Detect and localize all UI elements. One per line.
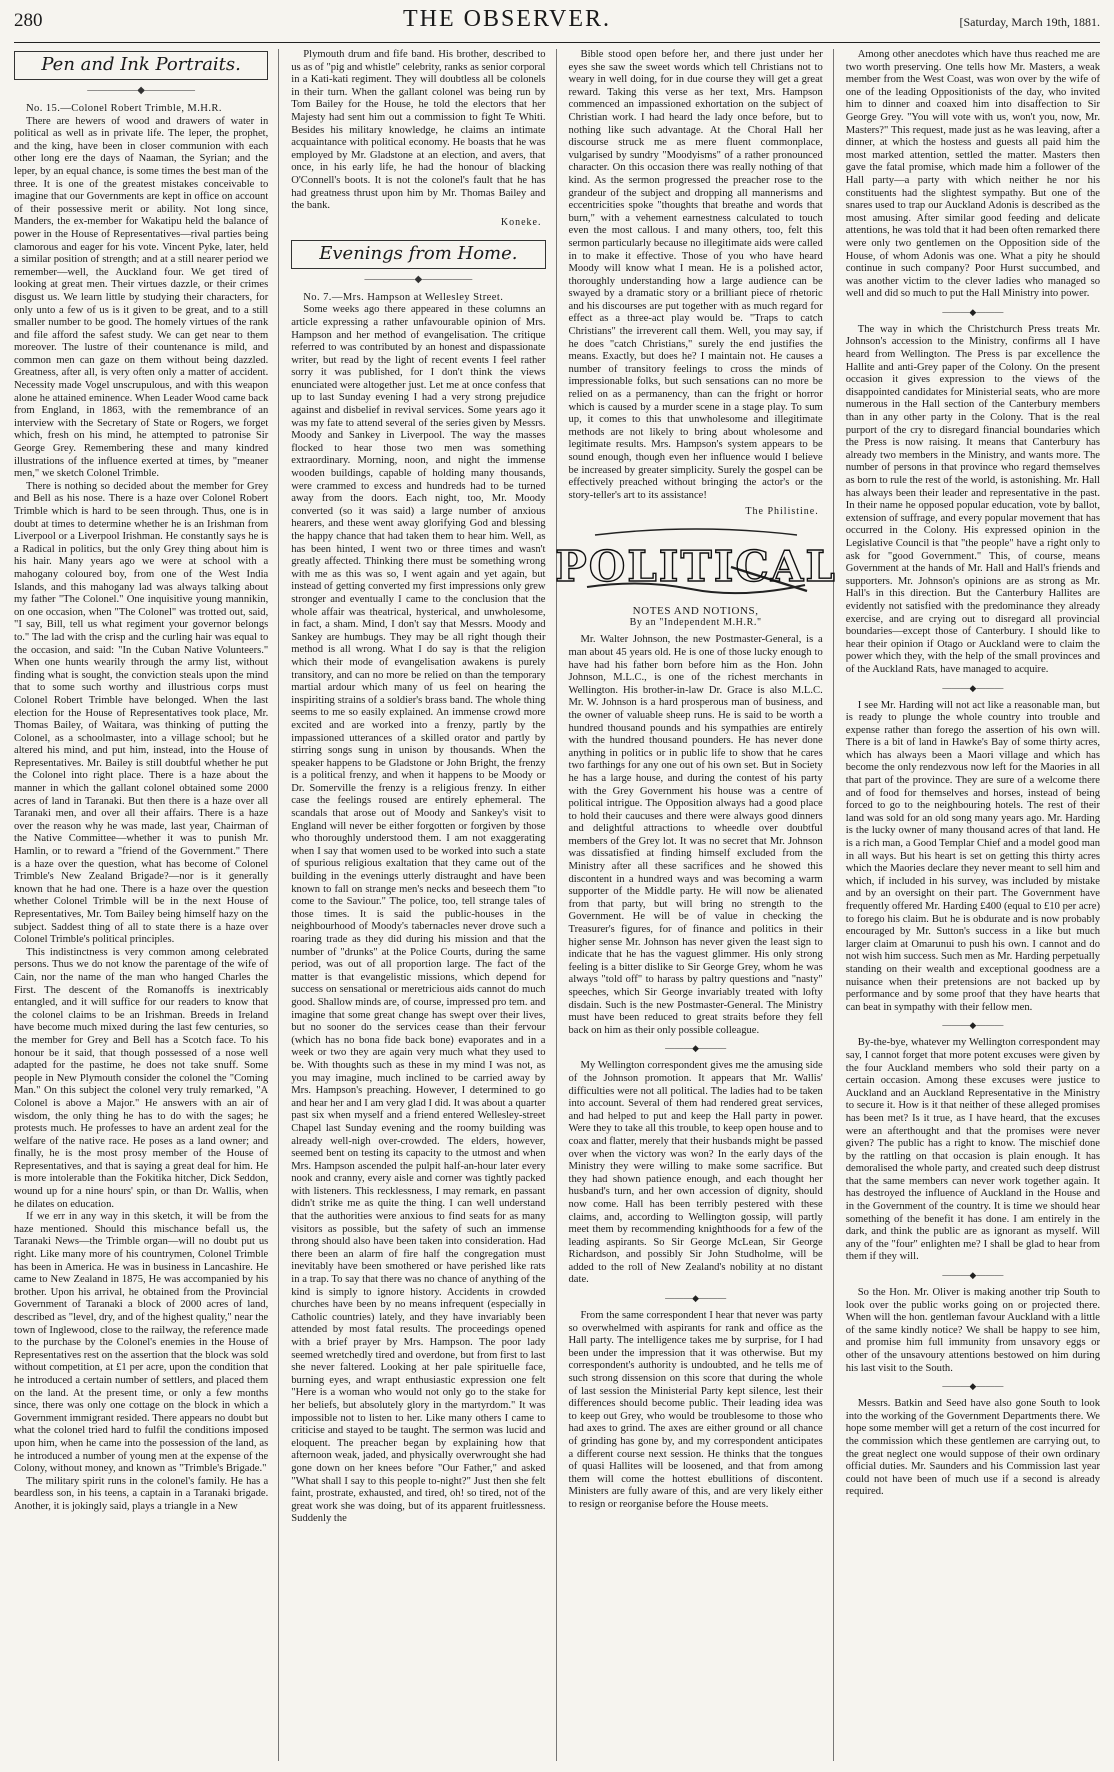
article-paragraph: There are hewers of wood and drawers of water in political as well as in private life. The leper, the prophet, and the king, have been in closer communion with each other long ere the days of Naaman, the Syrian; and the leper, by an equal chance, is some times the best man of the three. It is one of the greatest mistakes conceivable to imagine that our Governments are kept in office on account of their possessive merit or ability. Not long since, Manders, the ex-member for Wakatipu held the balance of power in the House of Representatives—rival parties being clamorous and eager for his vote. Vincent Pyke, later, held a similar position of strength; and at a still nearer period we remember—well, the Auckland four. We get tired of looking at great men. Their virtues dazzle, or their crimes disgust us. We learn little by studying their characters, for only unto a few of us is it given to be great, and to a still smaller number to be good. The homely virtues of the rank and file afford the safest study. We can get near to them moreover. The lustre of their countenance is mild, and common men can gaze on them without being dazzled. Greatness, after all, is very often only a matter of accident. Necessity made Vogel unscrupulous, and with this weapon alone he attained eminence. When Leader Wood came back from England, in 1863, with the remembrance of an interview with the Secretary of State or Rogers, we forget which, fresh on his mind, he attempted to patronise Sir George Grey. Remembering these and many kindred illustrations of the influence exerted at times, by "meaner men," we sketch Colonel Trimble. <box>14 115 269 480</box>
columns <box>14 49 1100 1761</box>
article-paragraph: The way in which the Christchurch Press treats Mr. Johnson's accession to the Ministry, confirms all I have heard from Wellington. The Press is par excellence the Hallite and anti-Grey paper of the Colony. On the present occasion it gives expression to the views of the disappointed candidates for Ministerial seats, who are more numerous in the Hall section of the Canterbury members than in any other party in the Colony. That is the real purport of the cry to disregard financial boundaries which the Press is now raising. It means that Canterbury has already two members in the Ministry, and wants more. The number of persons in that province who regard themselves as born to rule the rest of the world, is astonishing. Mr. Hall has always been their leader and representative in the past. In their name he opposed popular education, vote by ballot, extension of suffrage, and every popular movement that has occurred in the Colony. His expressed opinion in the Legislative Council is that "the people" have a right only to ask for "good Government." This, of course, means Government at the hands of Mr. Hall and Hall's friends and supporters. Mr. Johnson's opinions are as strong as Mr. Hall's in this direction. But the Canterbury Hallites are evidently not satisfied with the predominance they already exercise, and are crying out to disregard all provincial boundaries—except those of Canterbury. I should like to hear their opinion if Otago or Auckland were to claim the power which they, with the help of the small provinces and of the Auckland Rats, have managed to acquire. <box>845 323 1100 675</box>
article-paragraph: If we err in any way in this sketch, it will be from the haze mentioned. Should this mischance befall us, the Taranaki News—the Trimble organ—will no doubt put us right. Like many more of his countrymen, Colonel Trimble has been in America. He was in business in Lancashire. He came to New Zealand in 1875, He was accompanied by his brother. Upon his arrival, he obtained from the Provincial Government of Taranaki a block of 2000 acres of land, described as "level, dry, and of the highest quality," near the town of Inglewood, close to the railway, the reference made to the purchase by the Colonel's enemies in the House of Representatives rest on the assertion that the block was sold without competition, at £1 per acre, upon the condition that he introduced a certain number of settlers, and placed them on the land. At the present time, or only a few months since, there was only one cottage on the block in which a Government immigrant resided. There appears no doubt but what the colonel tried hard to fulfil the conditions imposed upon him, when he came into the possession of the land, as he introduced a number of young men at the expense of the Colony, without money, and known as "Trimble's Brigade." <box>14 1211 269 1475</box>
newspaper-title: THE OBSERVER. <box>402 6 612 32</box>
article-paragraph: Plymouth drum and fife band. His brother, described to us as of "pig and whistle" celebrity, ranks as senior corporal in a Kati-kati regiment. They will doubtless all be colonels in their turn. When the gallant colonel was being run by Tom Bailey for the House, he told the electors that her Majesty had sent him out a commission to fight Te Whiti. Besides his military knowledge, he claims an intimate acquaintance with political economy. He boasts that he was employed by Mr. Gladstone at an election, and avers, that once, in his early life, he had the honour of blacking O'Connell's boots. It is not the colonel's fault that he has had greatness thrust upon him by Mr. Thomas Bailey and the bank. <box>291 49 546 212</box>
article-paragraph: There is nothing so decided about the member for Grey and Bell as his nose. There is a haze over Colonel Robert Trimble which is hard to be seen through. Thus, one is in doubt at times to determine whether he is an Irishman from Liverpool or a Liverpool Irishman. He constantly says he is a Radical in politics, but the only Grey thing about him is his hair. Many years ago we were at school with a mahogany coloured boy, from one of the West India Islands, and this mahogany lad was always talking about my father "The Colonel." One inquisitive young mannikin, on one occasion, when "The Colonel" was trotted out, said, "I say, Bill, tell us what regiment your governor belongs to." The lad with the crisp and the curling hair was equal to the occasion, and said: "In the Cuban Native Volunteers." When one hunts wearily through the army list, without finding what is sought, the conviction steals upon the mind that to some such worthy and illustrious corps must Colonel Robert Trimble have belonged. When the last election for the House of Representatives took place, Mr. Thomas Bailey, of Waitara, was thinking of putting the Colonel, as a schoolmaster, into a village school; but he altered his mind, and put him, instead, into the House of Representatives. Mr. Bailey is still doubtful whether he put the Colonel into right place. There is a haze about the manner in which the gallant colonel obtained some 2000 acres of land in Taranaki. But then there is a haze over all Taranaki men, and over all their affairs. There is a haze over the reason why he was made, last year, Chairman of the Native Committee—whether it was to punish Mr. Hamlin, or to reward a "friend of the Government." There is a haze over the question, what has become of Colonel Trimble's New Zealand Brigade?—nor is it generally known that he had one. There is a haze over the question whether Colonel Trimble will be in the next House of Representatives, Mr. Tom Bailey being himself hazy on the subject. Saddest thing of all to state there is a haze over Colonel Trimble's political principles. <box>14 480 269 946</box>
article-paragraph: I see Mr. Harding will not act like a reasonable man, but is ready to plunge the whole country into trouble and expense rather than forego the assertion of his own will. There is a bit of land in Hawke's Bay of some thirty acres, which has always been a Maori village and which has become the only rendezvous now left for the Maories in all that part of the province. They are sure of a welcome there and of food for themselves and horses, instead of being forced to go to the neighbouring hotels. The rest of their land was sold for an old song many years ago. Mr. Harding is the lucky owner of many thousand acres of that land. He is a rich man, a Good Templar Chief and a model good man in all ways. But his heart is set on getting this thirty acres which the Maories declare they never meant to sell him and which, if included in his survey, was included by mistake and by an oversight on their part. The Government have frequently offered Mr. Harding £400 (equal to £10 per acre) to forego his claim. But he is obdurate and is now probably encouraged by Mr. Sutton's success in a like but much larger claim at Omarunui to push his own. I cannot and do not wish him success. Such men as Mr. Harding perpetually standing on their wealth and exceptional goodness are a nuisance when their pretensions are not backed up by performance and by some proof that they have hearts that can beat in sympathy with their fellow men. <box>845 699 1100 1013</box>
article-subheading: No. 7.—Mrs. Hampson at Wellesley Street. <box>303 291 504 303</box>
article-paragraph: Mr. Walter Johnson, the new Postmaster-General, is a man about 45 years old. He is one of those lucky enough to have had his father born before him as the Hon. John Johnson, M.L.C., is one of the richest merchants in Wellington. His brother-in-law Dr. Grace is also M.L.C. Mr. W. Johnson is a hard prosperous man of business, and the owner of valuable sheep runs. He is said to be worth a hundred thousand pounds and his sympathies are entirely with the hundred thousand pounders. He has never done anything in politics or in public life to show that he cares two farthings for any one out of his own set. But in Society he has a large house, and during the contest of his party with the Grey Government his house was a centre of political intrigue. The Opposition always had a good place to hold their caucuses and there were always good dinners and delightful attractions to wheedle over doubtful members of the Grey lot. It was no secret that Mr. Johnson was dissatisfied at finding himself excluded from the Ministry after all these sacrifices and he showed this discontent in a hundred ways and was becoming a warm supporter of the Middle party. He will now be alienated from that party, but will bring no strength to the Government. He will be of value in checking the Treasurer's figures, for of finance and politics in their higher sense Mr. Johnson has never given the least sign to indicate that he has the vaguest glimmer. His only strong feeling is a bitter dislike to Sir George Grey, whom he was always "told off" to harass by paltry questions and "nasty" speeches, which Sir George invariably treated with lofty disdain. Such is the new Postmaster-General. The Ministry must have been reduced to great straits before they fell back on him as their only possible colleague. <box>568 634 823 1036</box>
column-1 <box>14 49 279 1761</box>
section-divider: ———◆——— <box>665 1293 727 1304</box>
masthead <box>14 6 1100 43</box>
political-banner-text: POLITICAL <box>554 542 837 592</box>
article-signature: The Philistine. <box>745 506 819 518</box>
article-signature: Koneke. <box>500 216 542 228</box>
column-2 <box>291 49 556 1761</box>
notes-title: NOTES AND NOTIONS, <box>632 605 759 618</box>
column-3 <box>554 49 837 1761</box>
notes-byline: By an "Independent M.H.R." <box>629 617 762 629</box>
article-paragraph: Among other anecdotes which have thus reached me are two worth preserving. One tells how Mr. Masters, a weak member from the West Coast, was won over by the wife of one of the leading Oppositionists of the day, who invited him to dinner and coaxed him into disaffection to Sir George Grey. "You will vote with us, won't you, now, Mr. Masters?" This request, made just as he was leaving, after a dinner, at which the hostess and guests all paid him the most marked attention, settled the matter. Masters then gave the fatal promise, which made him a follower of the Hall party—a party with which neither he nor his constituents had the slightest sympathy. But one of the snares used to trap our Auckland Adonis is described as the most amusing. After similar good feeding and delicate attentions, he was told that it had been often remarked there were only two gentlemen on the Opposition side of the House, of whom Adonis was one. What a pity he should continue in such company? Poor Hurst succumbed, and was another victim to the clever ladies who managed so well and did so much to put the Hall Ministry into power. <box>845 49 1100 300</box>
article-paragraph: This indistinctness is very common among celebrated persons. Thus we do not know the parentage of the wife of Cain, nor the name of the man who hanged Charles the First. The descent of the Romanoffs is inextricably entangled, and it will suffice for our readers to know that the colonel claims to be an Irishman. Breeds in Ireland have become much mixed during the last few centuries, so the member for Grey and Bell has a Scotch face. To his honour be it said, that though possessed of a nose well adapted for the pastime, he does not take snuff. Some people in New Plymouth consider the colonel the "Coming Man." On this subject the colonel very truly remarked, "A Colonel is above a Major." He answers with an air of wisdom, the only thing he has to do with the sages; he protests much. He professes to have an ardent zeal for the welfare of the native race. He poses as a land owner; and finally, he is the most prosy member of the House of Representatives, and that is saying a great deal for him. He is more intolerable than the Fokitika hitcher, Dick Seddon, wound up for a nine hours' spin, or than Dr. Wallis, when he dilates on education. <box>14 946 269 1210</box>
section-heading: Pen and Ink Portraits. <box>41 54 241 75</box>
flourish-divider: —————◆————— <box>364 273 473 285</box>
article-paragraph: Messrs. Batkin and Seed have also gone South to look into the working of the Government Departments there. We hope some member will get a return of the cost incurred for the commission which these gentlemen are carrying out, to the great neglect one would suppose of their own ordinary official duties. Mr. Saunders and his Commission last year could not have been of much use if a second is already required. <box>845 1398 1100 1498</box>
section-divider: ———◆——— <box>942 1270 1004 1281</box>
section-divider: ———◆——— <box>942 306 1004 317</box>
section-divider: ———◆——— <box>942 1020 1004 1031</box>
article-subheading: No. 15.—Colonel Robert Trimble, M.H.R. <box>26 103 222 114</box>
flourish-divider: —————◆————— <box>87 85 195 96</box>
section-heading-box <box>14 51 268 80</box>
section-heading-box <box>291 240 545 269</box>
column-4 <box>846 49 1100 1761</box>
article-paragraph: From the same correspondent I hear that never was party so overwhelmed with aspirants for rank and office as the Hall party. The intelligence takes me by surprise, for I had been under the impression that it was otherwise. But my correspondent's authority is undoubted, and he tells me of such strong dissension on this score that during the whole of last session the Ministerial Party kept silence, lest their differences should become public. Their leading idea was to keep out Grey, who would be troublesome to those who had axes to grind. The axes are either ground or all chance of grinding has gone by, and my correspondent anticipates a different course next session. He thinks that the tongues of quasi Hallites will be loosened, and that from among them will come the hottest ebullitions of discontent. Ministers are fully aware of this, and are very likely either to resign or reorganise before the House meets. <box>568 1310 823 1510</box>
section-divider: ———◆——— <box>665 1043 727 1054</box>
article-paragraph: My Wellington correspondent gives me the amusing side of the Johnson promotion. It appears that Mr. Wallis' difficulties were not all political. The ladies had to be taken into account. Several of them had rendered great services, and had helped to put and keep the Hall party in power. Were they to take all this trouble, to keep open house and to coax and flatter, merely that their husbands might be passed over when the victory was won? In the early days of the Ministry they were willing to make some sacrifice. But they had shown patience enough, and each thought her husband's turn, and her own accession of dignity, should now come. Hall has been terribly pestered with these claims, and, according to Wellington gossip, will partly meet them by recommending knighthoods for a few of the leading aspirants. So Sir George McLean, Sir George Richardson, and possibly Sir John Studholme, will be added to the roll of New Zealand's nobility at no distant date. <box>568 1060 823 1286</box>
page-number: 280 <box>14 10 43 31</box>
issue-date: [Saturday, March 19th, 1881. <box>959 15 1100 29</box>
article-paragraph: So the Hon. Mr. Oliver is making another trip South to look over the public works going on or projected there. When will the hon. gentleman favour Auckland with a little of the same kindly notice? We shall be happy to see him, and promise him full immunity from unsavory eggs or other of the unsavoury attentions bestowed on him during his last visit to the South. <box>845 1287 1100 1374</box>
political-banner-art <box>554 527 837 601</box>
section-divider: ———◆——— <box>942 682 1004 693</box>
article-paragraph: By-the-bye, whatever my Wellington correspondent may say, I cannot forget that more potent excuses were given by the four Auckland members who sold their party on a certain occasion. Among these excuses were justice to Auckland and an Auckland Representative in the Ministry to secure it. How is it that neither of these alleged promises has been met? Is it true, as I have heard, that the excuses were an afterthought and that the promises were never given? The public has a right to know. The mischief done by the rattling on that occasion is plain enough. It has demoralised the whole party, and created such deep distrust that the same members can never work together again. It has destroyed the influence of Auckland in the House and in the Government of the country. It is time we should hear something of the benefit it has done. I am entirely in the dark, and think the public are as ignorant as myself. Will any of the "four" enlighten me? I shall be glad to hear from them if they will. <box>845 1037 1100 1263</box>
article-paragraph: Bible stood open before her, and there just under her eyes she saw the sweet words which tell Christians not to weary in well doing, for in due course they will get a great reward. Taking this verse as her text, Mrs. Hampson commenced an impassioned exhortation on the subject of Christian work. I had heard the lady once before, but to nothing like such advantage. At the Choral Hall her discourse struck me as mere fluent commonplace, vulgarised by sundry "Moodyisms" of a rather pronounced character. On this occasion there was really nothing of that kind. As the sermon progressed the preacher rose to the grandeur of the subject and dropping all mannerisms and eccentricities spoke "thoughts that breathe and words that burn," with a vehement earnestness calculated to touch even the most callous. I and many others, too, felt this sermon particularly because no illegitimate aids were called in to make it effective. Those of you who have heard Moody will know what I mean. He is a polished actor, thoroughly understanding how a large audience can be swayed by a dramatic story or a brilliant piece of rhetoric and his discourses are put together with as much regard for effect as a three-act play would be. "Traps to catch Christians" the irreverent call them. Well, you may say, if he does "catch Christians," surely the end justifies the means. Exactly, but does he? I maintain not. He causes a number of transitory feelings to cross the minds of impressionable folks, but such sensations can no more be relied on as a permanency, than can the fright or horror which is caused by a murder scene in a stage play. To sum up, it comes to this that unwholesome and illegitimate methods are not likely to bring about wholesome and legitimate results. Mrs. Hampson's system appears to be sound enough, though even her influence would I believe be increased by greater simplicity. Surely the gospel can be effectively preached without bringing the actor's or the story-teller's art to its assistance! <box>568 49 823 501</box>
section-divider: ———◆——— <box>942 1381 1004 1392</box>
political-banner <box>554 527 837 601</box>
article-paragraph: The military spirit runs in the colonel's family. He has a beardless son, in his teens, a captain in a Taranaki brigade. Another, it is jokingly said, plays a triangle in a New <box>14 1475 269 1512</box>
article-paragraph: Some weeks ago there appeared in these columns an article expressing a rather unfavourable opinion of Mrs. Hampson and her method of evangelisation. The critique referred to was contributed by an honest and dispassionate writer, but read by the light of recent events I feel rather sorry it was published, for I don't think the views enunciated were altogether just. Let me at once confess that up to last Sunday evening I had a very strong prejudice against and disbelief in revival services. Some years ago it was my fate to attend several of the series given by Messrs. Moody and Sankey in Liverpool. The way the masses flocked to hear those two men was something extraordinary. Morning, noon, and night the immense wooden buildings, capable of holding many thousands, were crammed to excess and hundreds had to be turned away from the doors. Each night, too, Mr. Moody converted (so it was said) a large number of anxious hearers, and these went away glorifying God and blessing the happy chance that had taken them to hear him. Well, as has been hinted, I went two or three times and wasn't greatly affected. Thinking there must be something wrong with me as this was so, I went again and yet again, but instead of getting converted my first impressions only grew stronger and eventually I came to the conclusion that the whole affair was theatrical, hysterical, and unwholesome, in fact, a sham. Mind, I don't say that Messrs. Moody and Sankey are humbugs. They may be all right though their method is all wrong. What I do say is that the religion which their mode of evangelisation awakens is purely transitory, and can no more be relied on than the temporary martial ardour which many of us feel on hearing the inspiriting strains of a soldier's brass band. The whole thing seems to me so easily explained. An immense crowd more excited and are worked into a frenzy, partly by the impassioned utterances of a skilled orator and partly by stirring songs sung in unison by thousands. When the speaker happens to be Gladstone or John Bright, the frenzy is a political frenzy, and when it happens to be Moody or Dr. Somerville the frenzy is a religious frenzy. In either case the feelings roused are entirely ephemeral. The scandals that arose out of Moody and Sankey's visit to England will never be either forgotten or forgiven by those who thoroughly understood them. I am not exaggerating when I say that women used to be worked into such a state of spurious religious exaltation that they came out of the building in the evenings utterly distraught and have been known to fall on strange men's necks and beseech them "to come to the Saviour." The police, too, tell strange tales of those times. It is said the public-houses in the neighbourhood of Moody's tabernacles never drove such a roaring trade as they did during his mission and that the number of "drunks" at the Police Courts, during the same period, was out of all proportion large. The fact of the matter is that evangelistic missions, which depend for success on sensational or meretricious aids cannot do much good. Shallow minds are, of course, impressed pro tem. and imagine that some great change has swept over their lives, but no sooner do the services cease than their fervour (which has no bona fide back bone) evaporates and in a week or two they are again very much what they used to be. With thoughts such as these in my mind I was not, as you may imagine, much inclined to be carried away by Mrs. Hampson's preaching. However, I determined to go and hear her and I am very glad I did. It was about a quarter past six when myself and a friend entered Wellesley-street Chapel last Sunday evening and the roomy building was already well-nigh over-crowded. The elders, however, seemed bent on testing its capacity to the utmost and when Mrs. Hampson ascended the pulpit half-an-hour later every nook and cranny, every aisle and corner was tightly packed with listeners. This recklessness, I may remark, en passant didn't strike me as quite the thing. I can well understand that the authorities were anxious to find seats for as many visitors as possible, but the safety of such an immense throng should also have been taken into consideration. Had there been an alarm of fire half the congregation must inevitably have been smothered or have perished like rats in a trap. To say that there was no chance of anything of the kind is simply to ignore history. Accidents in crowded churches have been by no means infrequent (especially in Catholic countries) lately, and they have invariably been attended by most fatal results. The proceedings opened with a brief prayer by Mrs. Hampson. The poor lady seemed wretchedly tired and overdone, but from first to last she never faltered. Looking at her pale spirituelle face, burning eyes, and wrapt enthusiastic expression one felt "Here is a woman who would not only go to the stake for her beliefs, but absolutely glory in the martyrdom." It was impossible not to listen to her. Like many others I came to criticise and stayed to be taught. The sermon was lucid and eloquent. The preacher began by explaining how that afternoon weak, jaded, and physically overwrought she had gone down on her knees before "Our Father," and asked "What shall I say to this people to-night?" Just then she felt faint, prostrate, exhausted, and tired, oh! so tired, not of the great work she was doing, but of its apparent fruitlessness. Suddenly the <box>291 304 546 1525</box>
section-heading: Evenings from Home. <box>319 242 518 264</box>
